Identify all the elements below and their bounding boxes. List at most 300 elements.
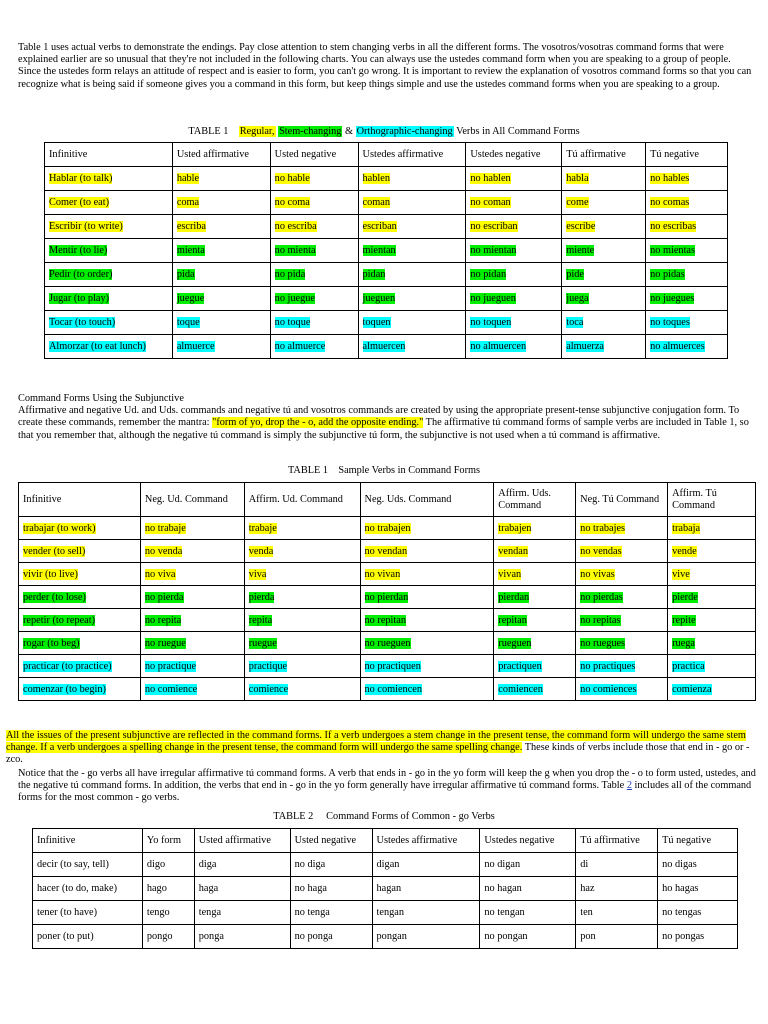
table-row (19, 517, 756, 540)
table-cell (140, 517, 244, 540)
intro-paragraph: Table 1 uses actual verbs to demonstrate the endings. Pay close attention to stem changing verbs in all the different forms. The vosotros/vosotras command forms that were explained earlier are so unusual that they're not included in the following charts. You can always use the ustedes command form when you are speaking to a group of people. Since the ustedes form relays an attitude of respect and is easier to form, you can't go wrong. It is important to review the explanation of vosotros command forms so that you can recognize what is being said if someone gives you a command in this form, but keep things simple and use the ustedes command forms when you are speaking to a group. (18, 42, 752, 90)
cell-text: no comiencen (364, 683, 422, 695)
table-cell (172, 287, 270, 311)
cell-text: practiquen (498, 660, 542, 672)
cell-text: no hablen (470, 173, 511, 184)
cell-text: pierda (248, 591, 275, 603)
table1 (44, 142, 728, 359)
table-cell (172, 167, 270, 191)
cell-text: pida (176, 269, 195, 280)
stem-note (6, 730, 756, 767)
cell-text: no pierdas (580, 591, 623, 603)
table-cell (45, 335, 173, 359)
cell-text: trabajen (498, 522, 532, 534)
cell-text: no trabajes (580, 522, 626, 534)
table-cell: no digas (658, 853, 738, 877)
table-cell (494, 586, 576, 609)
table-cell (360, 586, 494, 609)
table-cell (646, 167, 728, 191)
table-row (45, 239, 728, 263)
table-cell (45, 287, 173, 311)
subjunctive-section (18, 393, 756, 442)
table2-header-cell: Neg. Ud. Command (140, 483, 244, 517)
table-cell (466, 311, 562, 335)
table-cell (358, 239, 466, 263)
table2-header-row (19, 483, 756, 517)
cell-text: pidan (362, 269, 386, 280)
table-row (45, 311, 728, 335)
table-cell (494, 632, 576, 655)
cell-text: almuerce (176, 341, 215, 352)
table-cell (19, 655, 141, 678)
cell-text: perder (to lose) (23, 591, 86, 603)
table2 (18, 482, 756, 701)
table-cell (494, 609, 576, 632)
table3-header-cell: Yo form (142, 829, 194, 853)
table1-header-cell: Ustedes negative (466, 143, 562, 167)
cell-text: no coma (274, 197, 310, 208)
cell-text: vivan (498, 568, 522, 580)
table-cell: digan (372, 853, 480, 877)
cell-text: no ruegues (580, 637, 626, 649)
cell-text: mienta (176, 245, 205, 256)
cell-text: no hables (650, 173, 690, 184)
table-cell (668, 586, 756, 609)
cell-text: repitan (498, 614, 527, 626)
table-cell (668, 632, 756, 655)
table-cell: tengo (142, 901, 194, 925)
cell-text: toquen (362, 317, 391, 328)
table-cell: ho hagas (658, 877, 738, 901)
cell-text: almuerza (566, 341, 604, 352)
table-cell (140, 586, 244, 609)
table-cell (562, 239, 646, 263)
table3-header-row (33, 829, 738, 853)
table-cell (358, 167, 466, 191)
table1-header-cell: Tú affirmative (562, 143, 646, 167)
cell-text: no toque (274, 317, 311, 328)
table-row (45, 191, 728, 215)
cell-text: no toquen (470, 317, 512, 328)
subjunctive-text-a: Affirmative and negative Ud. and Uds. commands and negative tú and vosotros commands are created by using the appropriate present-tense subjunctive conjugation form. To create these commands, remember the mantra: (18, 405, 740, 429)
table-cell (358, 191, 466, 215)
table2-header-cell: Affirm. Uds. Command (494, 483, 576, 517)
table-cell (19, 540, 141, 563)
cell-text: no juegue (274, 293, 315, 304)
table2-caption: TABLE 1 Sample Verbs in Command Forms (287, 465, 481, 476)
table3-caption: TABLE 2 Command Forms of Common - go Verbs (273, 811, 495, 822)
table-cell: no digan (480, 853, 576, 877)
table-cell (360, 655, 494, 678)
cell-text: no trabajen (364, 522, 411, 534)
cell-text: no vendas (580, 545, 622, 557)
cell-text: no rueguen (364, 637, 411, 649)
cell-text: comenzar (to begin) (23, 683, 106, 695)
table-cell: no ponga (290, 925, 372, 949)
table-cell (494, 563, 576, 586)
table-cell (562, 191, 646, 215)
table-cell: ponga (194, 925, 290, 949)
table-row (33, 853, 738, 877)
cell-text: no pida (274, 269, 306, 280)
cell-text: no practiquen (364, 660, 421, 672)
cell-text: toca (566, 317, 584, 328)
cell-text: no pierda (144, 591, 184, 603)
table1-caption-prefix: TABLE 1 (188, 126, 229, 137)
table-row (19, 678, 756, 701)
table-cell (466, 263, 562, 287)
table-cell: hago (142, 877, 194, 901)
table-cell (360, 609, 494, 632)
table-cell (19, 517, 141, 540)
cell-text: no escribas (650, 221, 697, 232)
cell-text: no repitan (364, 614, 406, 626)
table-cell (140, 632, 244, 655)
cell-text: Pedir (to order) (49, 269, 113, 280)
table-cell: no diga (290, 853, 372, 877)
document-page (18, 42, 756, 91)
cell-text: no vendan (364, 545, 408, 557)
table-cell: no hagan (480, 877, 576, 901)
go-note (18, 768, 756, 805)
table-cell (244, 517, 360, 540)
table1-caption (0, 126, 768, 138)
table1-caption-suffix: Verbs in All Command Forms (456, 126, 580, 137)
table3-header-cell: Tú affirmative (576, 829, 658, 853)
table-row (45, 167, 728, 191)
cell-text: repite (672, 614, 696, 626)
cell-text: no jueguen (470, 293, 516, 304)
table-cell: hagan (372, 877, 480, 901)
table-cell (244, 609, 360, 632)
table-cell (172, 263, 270, 287)
stem-note-paragraph (6, 730, 756, 767)
cell-text: no vivas (580, 568, 615, 580)
table-cell (244, 586, 360, 609)
table-cell (668, 678, 756, 701)
cell-text: pierdan (498, 591, 530, 603)
table-cell: decir (to say, tell) (33, 853, 143, 877)
table-cell (19, 678, 141, 701)
cell-text: practicar (to practice) (23, 660, 112, 672)
table-row (19, 563, 756, 586)
cell-text: jueguen (362, 293, 396, 304)
table-cell: no tengas (658, 901, 738, 925)
cell-text: escriba (176, 221, 206, 232)
cell-text: no almuerces (650, 341, 705, 352)
stem-note-highlighted: All the issues of the present subjunctive are reflected in the command forms. If a verb undergoes a stem change in the present tense, the command form will undergo the same stem change. If a verb undergoes a spelling change in the present tense, the command form will undergo the same spelling change. (6, 730, 746, 754)
table-cell: haz (576, 877, 658, 901)
table-cell (562, 311, 646, 335)
cell-text: repetir (to repeat) (23, 614, 96, 626)
table-row (19, 540, 756, 563)
cell-text: juega (566, 293, 589, 304)
table-cell (140, 678, 244, 701)
cell-text: no escriban (470, 221, 518, 232)
table-cell: hacer (to do, make) (33, 877, 143, 901)
table-cell (360, 517, 494, 540)
table1-header-cell: Ustedes affirmative (358, 143, 466, 167)
cell-text: no toques (650, 317, 690, 328)
cell-text: trabajar (to work) (23, 522, 96, 534)
cell-text: no ruegue (144, 637, 186, 649)
table-row (33, 925, 738, 949)
cell-text: pierde (672, 591, 698, 603)
table-cell (172, 191, 270, 215)
table-cell (270, 239, 358, 263)
table-cell (646, 335, 728, 359)
table3-header-cell: Tú negative (658, 829, 738, 853)
table-row (33, 877, 738, 901)
table-cell (45, 263, 173, 287)
cell-text: almuercen (362, 341, 406, 352)
table-cell: no pongan (480, 925, 576, 949)
cell-text: practica (672, 660, 705, 672)
cell-text: no escriba (274, 221, 317, 232)
cell-text: no almuercen (470, 341, 527, 352)
table3-header-cell: Infinitive (33, 829, 143, 853)
table-cell (562, 263, 646, 287)
table-cell: diga (194, 853, 290, 877)
table-cell (562, 215, 646, 239)
table3-header-cell: Ustedes negative (480, 829, 576, 853)
table-cell: digo (142, 853, 194, 877)
table-cell (646, 263, 728, 287)
table-cell (358, 263, 466, 287)
cell-text: Jugar (to play) (49, 293, 110, 304)
cell-text: come (566, 197, 589, 208)
table1-header-cell: Infinitive (45, 143, 173, 167)
cell-text: Mentir (to lie) (49, 245, 108, 256)
table3-header-cell: Ustedes affirmative (372, 829, 480, 853)
table-cell (172, 239, 270, 263)
table-row (19, 655, 756, 678)
cell-text: Almorzar (to eat lunch) (49, 341, 146, 352)
table1-header-cell: Usted affirmative (172, 143, 270, 167)
cell-text: no practique (144, 660, 197, 672)
table-row (45, 287, 728, 311)
cell-text: trabaje (248, 522, 277, 534)
cell-text: hablen (362, 173, 390, 184)
table-cell (19, 586, 141, 609)
cell-text: no mientan (470, 245, 517, 256)
cell-text: trabaja (672, 522, 701, 534)
table-cell (466, 215, 562, 239)
table-cell (270, 215, 358, 239)
cell-text: no mienta (274, 245, 316, 256)
table-cell (358, 335, 466, 359)
table-cell (576, 563, 668, 586)
cell-text: no repita (144, 614, 182, 626)
cell-text: habla (566, 173, 589, 184)
cell-text: no pierdan (364, 591, 409, 603)
table-cell (494, 655, 576, 678)
table-row (45, 215, 728, 239)
table-cell (668, 655, 756, 678)
table-cell (270, 167, 358, 191)
table-cell: no tengan (480, 901, 576, 925)
table-cell (140, 655, 244, 678)
cell-text: escribe (566, 221, 596, 232)
cell-text: Hablar (to talk) (49, 173, 113, 184)
table-cell (466, 239, 562, 263)
table-cell (562, 167, 646, 191)
cell-text: no trabaje (144, 522, 186, 534)
table-cell: tener (to have) (33, 901, 143, 925)
mantra-text: "form of yo, drop the - o, add the opposite ending." (212, 417, 424, 429)
table-cell (270, 287, 358, 311)
table2-header-cell: Infinitive (19, 483, 141, 517)
table-cell (45, 215, 173, 239)
cell-text: no comas (650, 197, 690, 208)
cell-text: miente (566, 245, 595, 256)
table-cell (646, 239, 728, 263)
table-cell (494, 678, 576, 701)
table-cell (668, 540, 756, 563)
table-row (19, 609, 756, 632)
cell-text: no practiques (580, 660, 636, 672)
table-cell (45, 311, 173, 335)
cell-text: comiencen (498, 683, 543, 695)
table-cell (270, 311, 358, 335)
table-cell: pongo (142, 925, 194, 949)
cell-text: coman (362, 197, 390, 208)
table-row (19, 632, 756, 655)
table-cell (562, 335, 646, 359)
cell-text: escriban (362, 221, 397, 232)
cell-text: vivir (to live) (23, 568, 78, 580)
table-cell (140, 563, 244, 586)
table-cell (646, 311, 728, 335)
table-cell (668, 563, 756, 586)
table-cell (576, 586, 668, 609)
cell-text: no repitas (580, 614, 621, 626)
cell-text: no pidas (650, 269, 685, 280)
table-cell (466, 167, 562, 191)
cell-text: repita (248, 614, 273, 626)
table-cell: tengan (372, 901, 480, 925)
table-cell: poner (to put) (33, 925, 143, 949)
table3 (32, 828, 738, 949)
table-row (45, 335, 728, 359)
table-cell (576, 678, 668, 701)
table-cell (172, 215, 270, 239)
table-cell (576, 540, 668, 563)
table1-header-cell: Usted negative (270, 143, 358, 167)
table2-header-cell: Affirm. Ud. Command (244, 483, 360, 517)
table-cell: no haga (290, 877, 372, 901)
cell-text: juegue (176, 293, 205, 304)
table-cell (244, 563, 360, 586)
cell-text: vender (to sell) (23, 545, 86, 557)
cell-text: no comiences (580, 683, 637, 695)
cell-text: toque (176, 317, 200, 328)
table-cell (668, 517, 756, 540)
table-cell: no pongas (658, 925, 738, 949)
table-cell (466, 287, 562, 311)
table-cell (494, 540, 576, 563)
table-cell (19, 632, 141, 655)
subjunctive-text-b: The affirmative tú command forms of sample verbs are included in Table 1, so that you remember that, although the negative tú command is simply the subjunctive tú form, the subjunctive is not used when a tú command is affirmative. (18, 417, 749, 441)
table-cell (646, 287, 728, 311)
table3-header-cell: Usted negative (290, 829, 372, 853)
table-row (33, 901, 738, 925)
cell-text: no juegues (650, 293, 695, 304)
table1-header-row (45, 143, 728, 167)
cell-text: comienza (672, 683, 712, 695)
cell-text: no venda (144, 545, 183, 557)
table-cell (668, 609, 756, 632)
cell-text: venda (248, 545, 274, 557)
cell-text: no comience (144, 683, 198, 695)
table-cell (244, 678, 360, 701)
table-cell (172, 335, 270, 359)
table-cell (358, 215, 466, 239)
table-cell (358, 311, 466, 335)
go-note-text-b: includes all of the command forms for the most common - go verbs. (18, 780, 752, 804)
cell-text: ruegue (248, 637, 277, 649)
table-cell (270, 335, 358, 359)
table-cell (562, 287, 646, 311)
table-cell (45, 191, 173, 215)
table-cell (45, 239, 173, 263)
table1-caption-stem: Stem-changing (279, 126, 342, 137)
table1-caption-amp: & (345, 126, 354, 137)
table-cell (360, 632, 494, 655)
subjunctive-paragraph (18, 405, 756, 442)
table-cell: pon (576, 925, 658, 949)
table-cell (140, 609, 244, 632)
cell-text: coma (176, 197, 200, 208)
table-cell (360, 563, 494, 586)
cell-text: Comer (to eat) (49, 197, 110, 208)
table2-link[interactable]: 2 (626, 780, 632, 792)
cell-text: no viva (144, 568, 176, 580)
table-cell (466, 191, 562, 215)
go-note-text-a: Notice that the - go verbs all have irregular affirmative tú command forms. A verb that ends in - go in the yo form will keep the g when you drop the - o to form usted, ustedes, and the negative tú command forms. In addition, the verbs that end in - go in the yo form generally have irregular affirmative tú command forms. Table (18, 768, 756, 792)
cell-text: vendan (498, 545, 529, 557)
table2-header-cell: Neg. Tú Command (576, 483, 668, 517)
table-cell: tenga (194, 901, 290, 925)
table-cell (172, 311, 270, 335)
table-cell (576, 517, 668, 540)
go-note-paragraph (18, 768, 756, 805)
table-cell (576, 609, 668, 632)
table-cell: pongan (372, 925, 480, 949)
cell-text: viva (248, 568, 267, 580)
table-cell (358, 287, 466, 311)
table-cell (494, 517, 576, 540)
table-cell (646, 191, 728, 215)
table-cell (140, 540, 244, 563)
table-cell (360, 678, 494, 701)
cell-text: no hable (274, 173, 310, 184)
table-cell (576, 632, 668, 655)
table-cell: no tenga (290, 901, 372, 925)
table1-caption-regular: Regular, (239, 126, 275, 137)
cell-text: practique (248, 660, 288, 672)
table-cell: ten (576, 901, 658, 925)
cell-text: no almuerce (274, 341, 326, 352)
table1-caption-ortho: Orthographic-changing (356, 126, 453, 137)
cell-text: no mientas (650, 245, 696, 256)
cell-text: vende (672, 545, 697, 557)
table2-header-cell: Neg. Uds. Command (360, 483, 494, 517)
cell-text: Escribir (to write) (49, 221, 123, 232)
cell-text: vive (672, 568, 690, 580)
stem-note-rest: These kinds of verbs include those that end in - go or - zco. (6, 742, 750, 766)
table-cell (576, 655, 668, 678)
